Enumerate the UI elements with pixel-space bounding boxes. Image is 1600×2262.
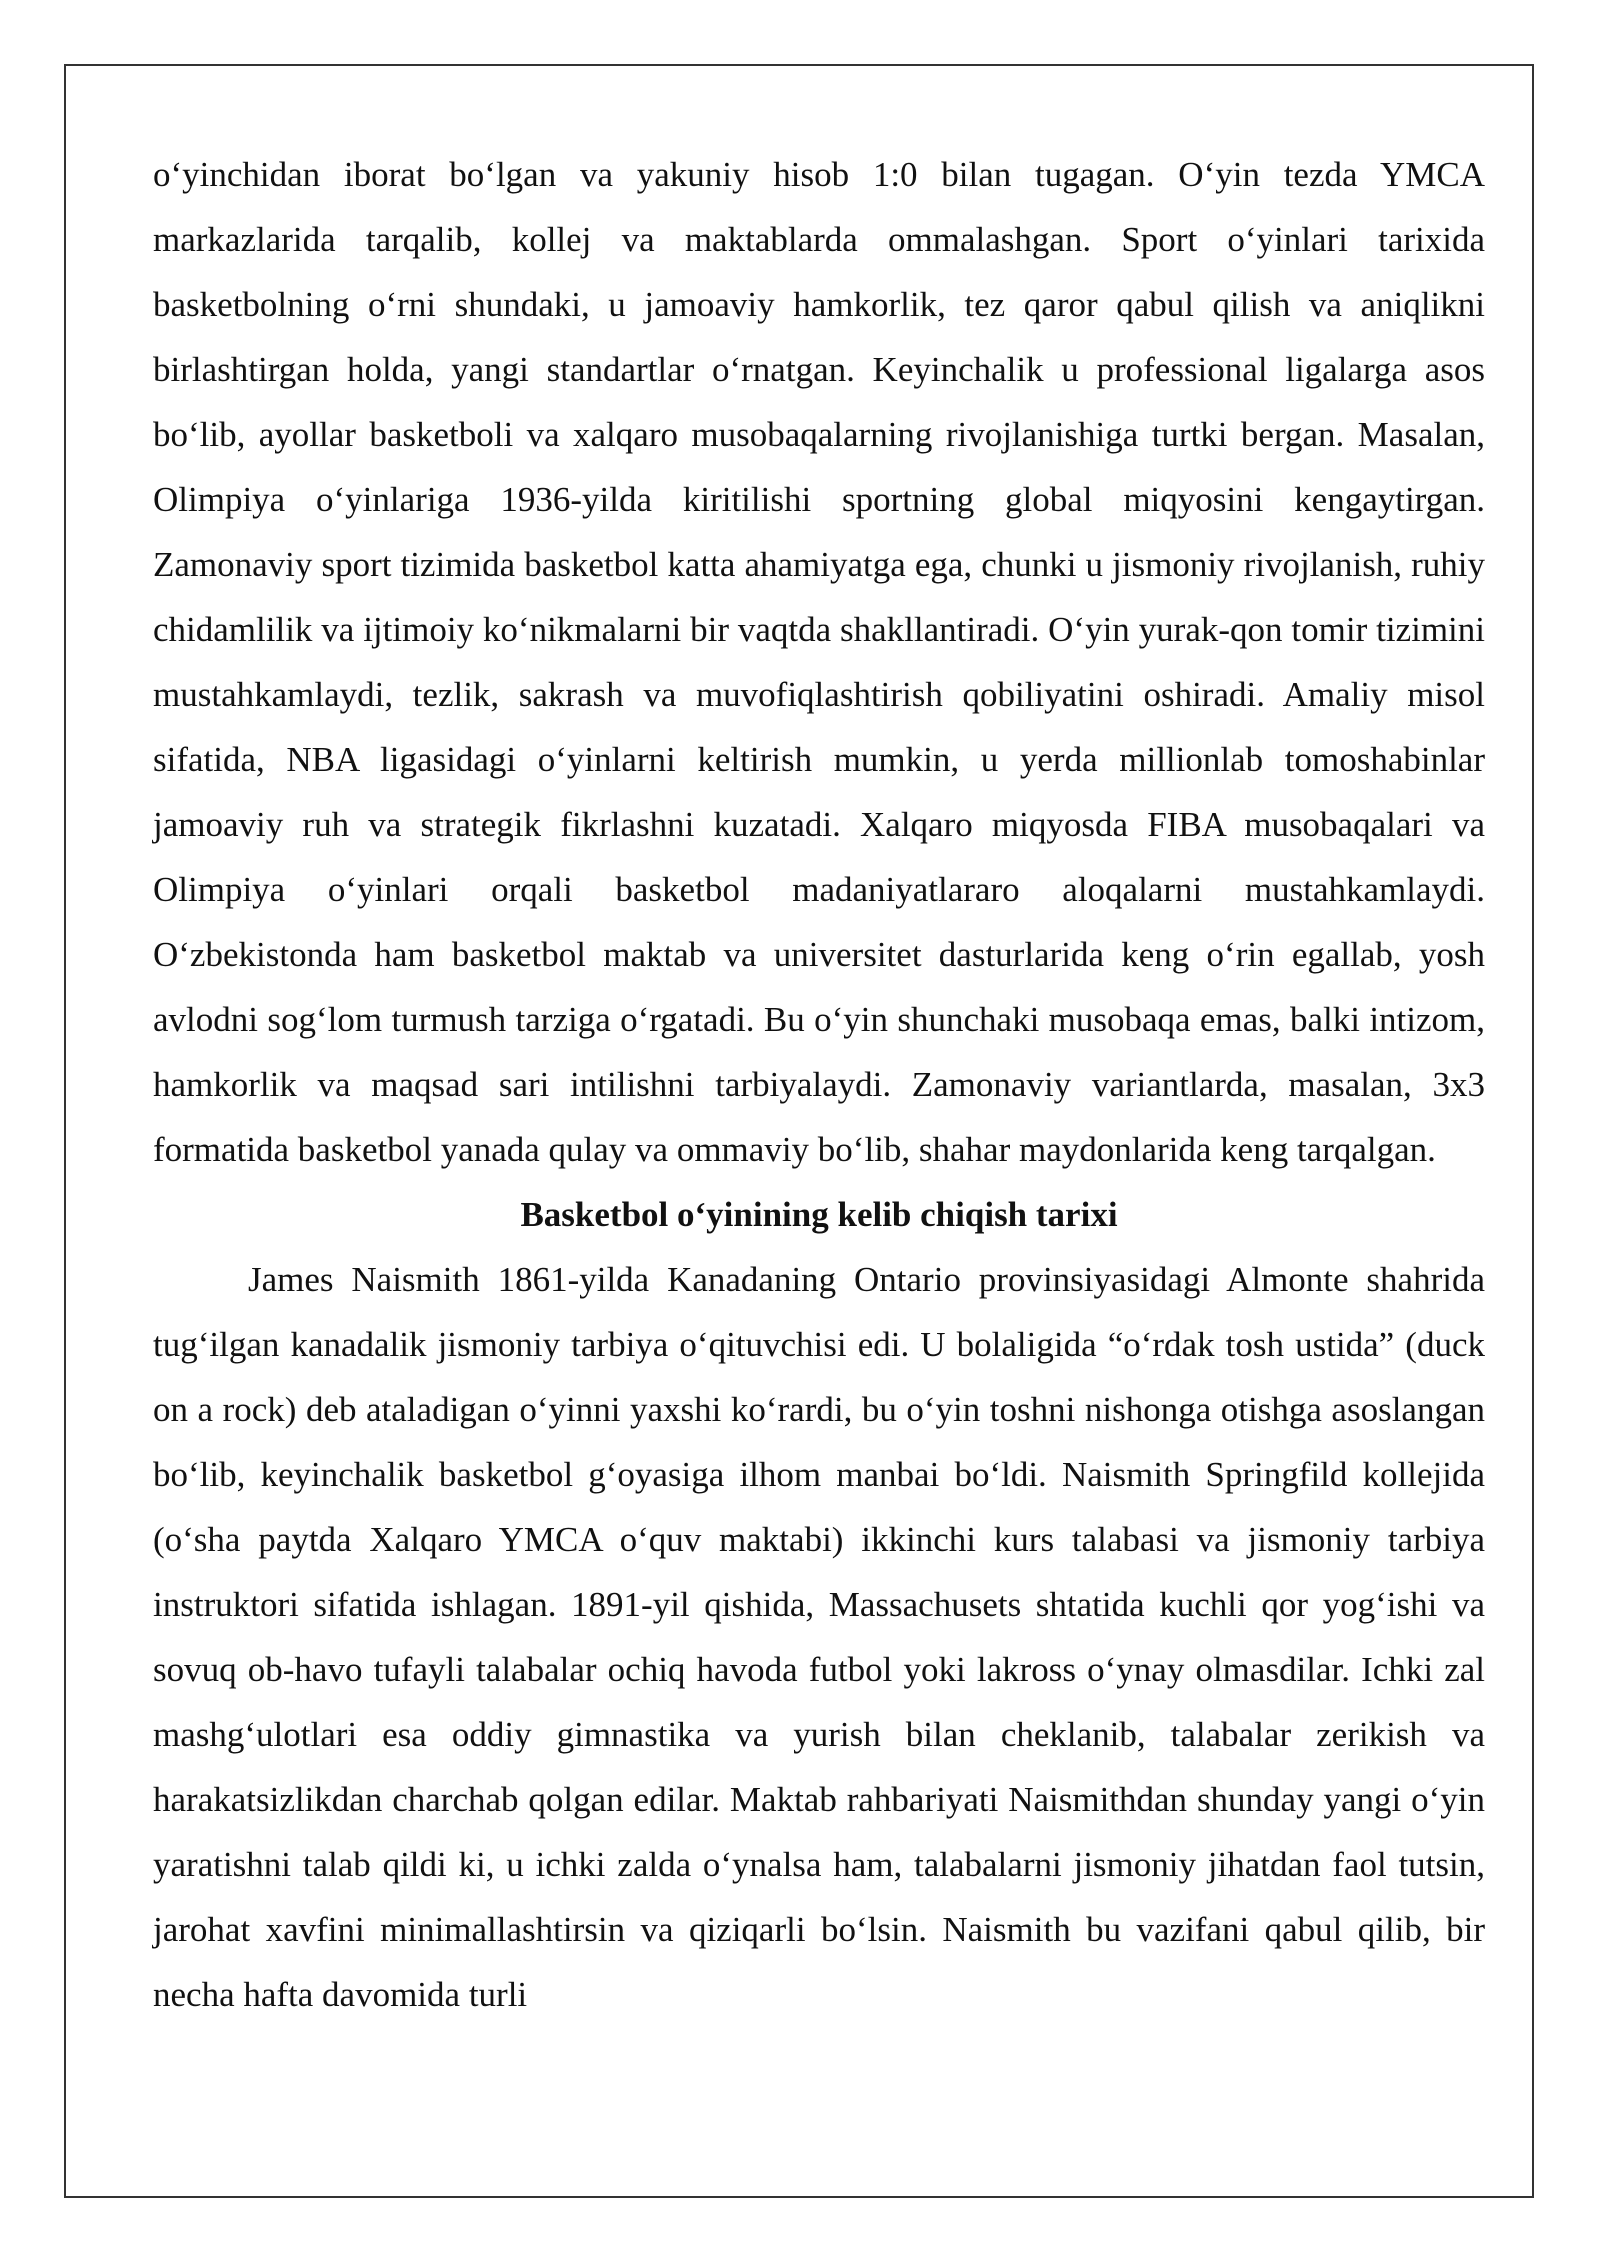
section-heading: Basketbol o‘yinining kelib chiqish tarixi — [520, 1195, 1118, 1234]
body-paragraph: o‘yinchidan iborat bo‘lgan va yakuniy hisob 1:0 bilan tugagan. O‘yin tezda YMCA markazlarida tarqalib, kollej va maktablarda ommalashgan. Sport o‘yinlari tarixida basketbolning o‘rni shundaki, u jamoaviy hamkorlik, tez qaror qabul qilish va aniqlikni birlashtirgan holda, yangi standartlar o‘rnatgan. Keyinchalik u professional ligalarga asos bo‘lib, ayollar basketboli va xalqaro musobaqalarning rivojlanishiga turtki bergan. Masalan, Olimpiya o‘yinlariga 1936-yilda kiritilishi sportning global miqyosini kengaytirgan. Zamonaviy sport tizimida basketbol katta ahamiyatga ega, chunki u jismoniy rivojlanish, ruhiy chidamlilik va ijtimoiy ko‘nikmalarni bir vaqtda shakllantiradi. O‘yin yurak-qon tomir tizimini mustahkamlaydi, tezlik, sakrash va muvofiqlashtirish qobiliyatini oshiradi. Amaliy misol sifatida, NBA ligasidagi o‘yinlarni keltirish mumkin, u yerda millionlab tomoshabinlar jamoaviy ruh va strategik fikrlashni kuzatadi. Xalqaro miqyosda FIBA musobaqalari va Olimpiya o‘yinlari orqali basketbol madaniyatlararo aloqalarni mustahkamlaydi. O‘zbekistonda ham basketbol maktab va universitet dasturlarida keng o‘rin egallab, yosh avlodni sog‘lom turmush tarziga o‘rgatadi. Bu o‘yin shunchaki musobaqa emas, balki intizom, hamkorlik va maqsad sari intilishni tarbiyalaydi. Zamonaviy variantlarda, masalan, 3x3 formatida basketbol yanada qulay va ommaviy bo‘lib, shahar maydonlarida keng tarqalgan. — [153, 155, 1485, 1169]
document-body — [153, 142, 1485, 2027]
body-paragraph: James Naismith 1861-yilda Kanadaning Ontario provinsiyasidagi Almonte shahrida tug‘ilgan kanadalik jismoniy tarbiya o‘qituvchisi edi. U bolaligida “o‘rdak tosh ustida” (duck on a rock) deb ataladigan o‘yinni yaxshi ko‘rardi, bu o‘yin toshni nishonga otishga asoslangan bo‘lib, keyinchalik basketbol g‘oyasiga ilhom manbai bo‘ldi. Naismith Springfild kollejida (o‘sha paytda Xalqaro YMCA o‘quv maktabi) ikkinchi kurs talabasi va jismoniy tarbiya instruktori sifatida ishlagan. 1891-yil qishida, Massachusets shtatida kuchli qor yog‘ishi va sovuq ob-havo tufayli talabalar ochiq havoda futbol yoki lakross o‘ynay olmasdilar. Ichki zal mashg‘ulotlari esa oddiy gimnastika va yurish bilan cheklanib, talabalar zerikish va harakatsizlikdan charchab qolgan edilar. Maktab rahbariyati Naismithdan shunday yangi o‘yin yaratishni talab qildi ki, u ichki zalda o‘ynalsa ham, talabalarni jismoniy jihatdan faol tutsin, jarohat xavfini minimallashtirsin va qiziqarli bo‘lsin. Naismith bu vazifani qabul qilib, bir necha hafta davomida turli — [153, 1260, 1485, 2014]
